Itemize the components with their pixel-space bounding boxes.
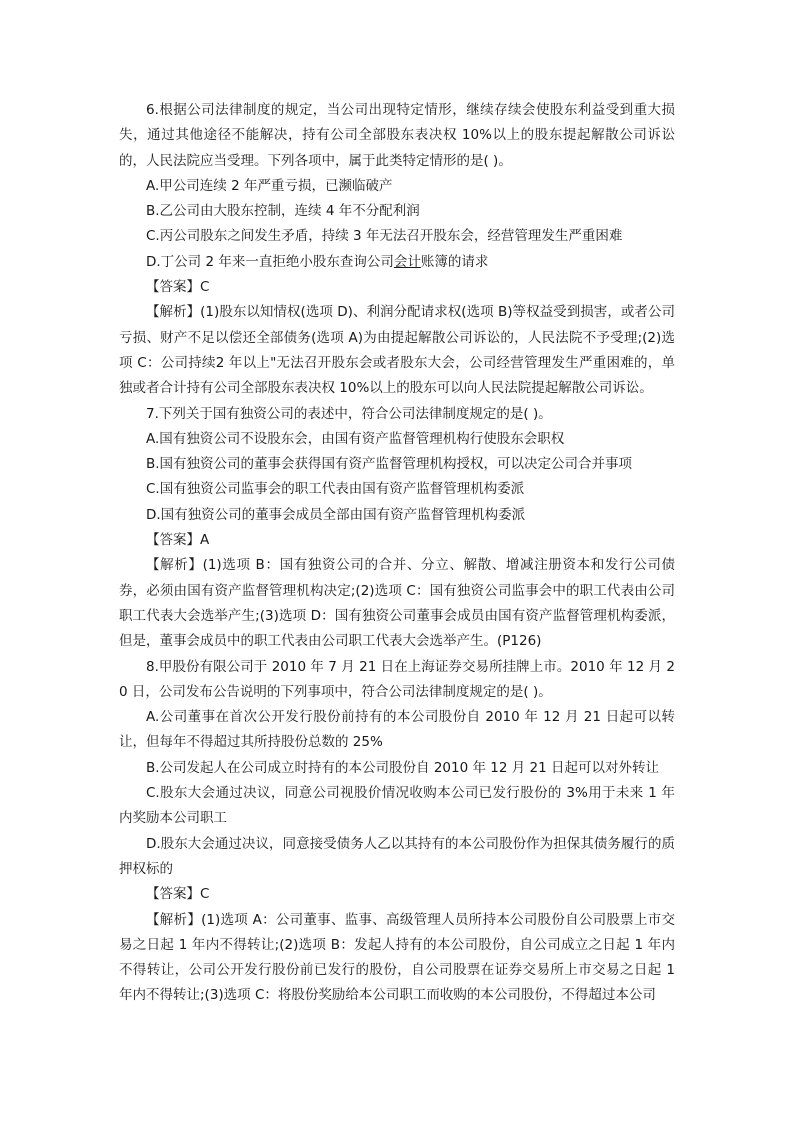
question-6-answer: 【答案】C xyxy=(146,279,210,296)
question-7-option-b: B.国有独资公司的董事会获得国有资产监督管理机构授权，可以决定公司合并事项 xyxy=(146,456,633,473)
option-d-text-after: 账簿的请求 xyxy=(420,253,489,270)
question-8-option-d: D.股东大会通过决议，同意接受债务人乙以其持有的本公司股份作为担保其债务履行的质押权标的 xyxy=(119,835,675,877)
question-8-analysis: 【解析】(1)选项 A：公司董事、监事、高级管理人员所持本公司股份自公司股票上市交易之日起 1 年内不得转让;(2)选项 B：发起人持有的本公司股份，自公司成立之日起 1 年内不得转让，公司公开发行股份前已发行的股份，自公司股票在证券交易所上市交易之日起 1 年内不得转让;(3)选项 C：将股份奖励给本公司职工而收购的本公司股份，不得超过本公司 xyxy=(119,911,675,1004)
document-page xyxy=(119,98,675,1009)
question-7-option-a: A.国有独资公司不设股东会，由国有资产监督管理机构行使股东会职权 xyxy=(146,430,565,447)
question-8-option-a: A.公司董事在首次公开发行股份前持有的本公司股份自 2010 年 12 月 21 日起可以转让，但每年不得超过其所持股份总数的 25% xyxy=(119,709,675,751)
option-d-text-before: D.丁公司 2 年来一直拒绝小股东查询公司 xyxy=(146,253,394,270)
accounting-link[interactable]: 会计 xyxy=(393,253,421,270)
question-6-option-b: B.乙公司由大股东控制，连续 4 年不分配利润 xyxy=(146,203,420,220)
question-6-stem: 6.根据公司法律制度的规定，当公司出现特定情形，继续存续会使股东利益受到重大损失，通过其他途径不能解决，持有公司全部股东表决权 10%以上的股东提起解散公司诉讼的，人民法院应当受理。下列各项中，属于此类特定情形的是( )。 xyxy=(119,102,675,169)
question-7-stem: 7.下列关于国有独资公司的表述中，符合公司法律制度规定的是( )。 xyxy=(146,405,552,422)
question-6-option-c: C.丙公司股东之间发生矛盾，持续 3 年无法召开股东会，经营管理发生严重困难 xyxy=(146,228,623,245)
question-7-analysis: 【解析】(1)选项 B：国有独资公司的合并、分立、解散、增减注册资本和发行公司债券，必须由国有资产监督管理机构决定;(2)选项 C：国有独资公司监事会中的职工代表由公司职工代表大会选举产生;(3)选项 D：国有独资公司董事会成员由国有资产监督管理机构委派，但是，董事会成员中的职工代表由公司职工代表大会选举产生。(P126) xyxy=(119,557,675,650)
question-6-option-a: A.甲公司连续 2 年严重亏损，已濒临破产 xyxy=(146,177,393,194)
question-6-analysis: 【解析】(1)股东以知情权(选项 D)、利润分配请求权(选项 B)等权益受到损害，或者公司亏损、财产不足以偿还全部债务(选项 A)为由提起解散公司诉讼的，人民法院不予受理;(2)选项 C：公司持续2 年以上"无法召开股东会或者股东大会，公司经营管理发生严重困难的，单独或者合计持有公司全部股东表决权 10%以上的股东可以向人民法院提起解散公司诉讼。 xyxy=(119,304,675,397)
question-7-option-d: D.国有独资公司的董事会成员全部由国有资产监督管理机构委派 xyxy=(146,506,526,523)
question-7-option-c: C.国有独资公司监事会的职工代表由国有资产监督管理机构委派 xyxy=(146,481,525,498)
question-7-answer: 【答案】A xyxy=(146,532,210,549)
question-8-option-c: C.股东大会通过决议，同意公司视股价情况收购本公司已发行股份的 3%用于未来 1 年内奖励本公司职工 xyxy=(119,785,675,827)
question-8-answer: 【答案】C xyxy=(146,886,210,903)
question-8-stem: 8.甲股份有限公司于 2010 年 7 月 21 日在上海证券交易所挂牌上市。2010 年 12 月 20 日，公司发布公告说明的下列事项中，符合公司法律制度规定的是( )。 xyxy=(119,658,675,700)
question-8-option-b: B.公司发起人在公司成立时持有的本公司股份自 2010 年 12 月 21 日起可以对外转让 xyxy=(146,759,660,776)
question-6-option-d xyxy=(119,250,675,275)
